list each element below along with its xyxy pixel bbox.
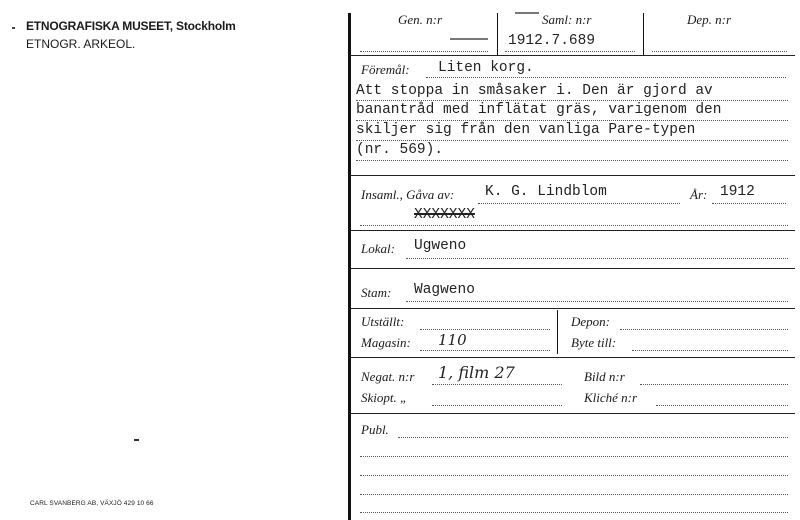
saml-nr-dots (505, 51, 635, 52)
lokal-dots (406, 258, 788, 259)
desc-dots-4 (356, 160, 788, 161)
ar-value: 1912 (720, 184, 755, 200)
mid-divider (557, 310, 558, 354)
saml-nr-label: Saml: n:r (542, 12, 592, 27)
stam-value: Wagweno (414, 282, 475, 298)
stam-dots (406, 301, 788, 302)
museum-name: ETNOGRAFISKA MUSEET, Stockholm (26, 19, 236, 33)
negat-dots (432, 384, 562, 385)
foremal-label: Föremål: (361, 62, 410, 77)
kliche-dots (656, 405, 788, 406)
dep-nr-dots (652, 51, 787, 52)
saml-nr-value: 1912.7.689 (508, 33, 596, 49)
lokal-value: Ugweno (414, 238, 467, 254)
insaml-dots (478, 203, 680, 204)
description-line-2: banantråd med inflätat gräs, varigenom den (356, 102, 722, 118)
publ-dots-4 (360, 494, 788, 495)
crossed-out-entry: XXXXXXX (414, 207, 475, 223)
description-line-3: skiljer sig från den vanliga Pare-typen (356, 122, 696, 138)
header-divider-2 (643, 13, 644, 55)
header-divider-1 (497, 13, 498, 55)
insaml-value: K. G. Lindblom (485, 184, 607, 200)
section-line-1 (350, 175, 795, 176)
skiopt-label: Skiopt. „ (361, 390, 408, 405)
skiopt-dots (432, 405, 562, 406)
bild-label: Bild n:r (584, 369, 625, 384)
depon-dots (620, 329, 788, 330)
dep-nr-label: Dep. n:r (687, 12, 732, 27)
stray-mark (134, 439, 139, 441)
ar-label: År: (690, 187, 708, 202)
description-line-1: Att stoppa in småsaker i. Den är gjord av (356, 83, 713, 99)
stam-label: Stam: (361, 285, 392, 300)
bild-dots (640, 384, 788, 385)
byte-label: Byte till: (571, 335, 617, 350)
magasin-value: 110 (438, 331, 467, 349)
desc-dots-2 (356, 120, 788, 121)
foremal-dots (426, 77, 786, 78)
card-left-border (348, 13, 351, 520)
publ-dots-3 (360, 475, 788, 476)
erased-mark-top (515, 12, 539, 14)
department-label: ETNOGR. ARKEOL. (26, 37, 136, 51)
byte-dots (632, 350, 788, 351)
bullet-mark (12, 27, 15, 29)
kliche-label: Kliché n:r (584, 390, 638, 405)
erased-mark (450, 38, 488, 40)
publ-dots-2 (360, 456, 788, 457)
publ-label: Publ. (361, 422, 389, 437)
desc-dots-3 (356, 140, 788, 141)
foremal-value: Liten korg. (438, 60, 534, 76)
description-line-4: (nr. 569). (356, 142, 444, 158)
negat-value: 1, film 27 (438, 363, 515, 382)
section-line-3 (350, 268, 795, 269)
insaml-dots-2 (360, 225, 788, 226)
gen-nr-dots (360, 51, 488, 52)
desc-dots-1 (356, 100, 788, 101)
magasin-dots (420, 350, 550, 351)
header-bottom-line (350, 55, 795, 56)
section-line-2 (350, 230, 795, 231)
insaml-label: Insaml., Gåva av: (361, 187, 455, 202)
publ-dots-5 (360, 512, 788, 513)
utstallt-dots (420, 329, 550, 330)
section-line-6 (350, 413, 795, 414)
utstallt-label: Utställt: (361, 314, 405, 329)
depon-label: Depon: (571, 314, 610, 329)
printer-imprint: CARL SVANBERG AB, VÄXJÖ 429 10 66 (30, 500, 154, 507)
gen-nr-label: Gen. n:r (398, 12, 443, 27)
magasin-label: Magasin: (361, 335, 411, 350)
negat-label: Negat. n:r (361, 369, 415, 384)
section-line-5 (350, 357, 795, 358)
ar-dots (712, 203, 786, 204)
section-line-4 (350, 308, 795, 309)
lokal-label: Lokal: (361, 241, 395, 256)
publ-dots-1 (398, 437, 788, 438)
